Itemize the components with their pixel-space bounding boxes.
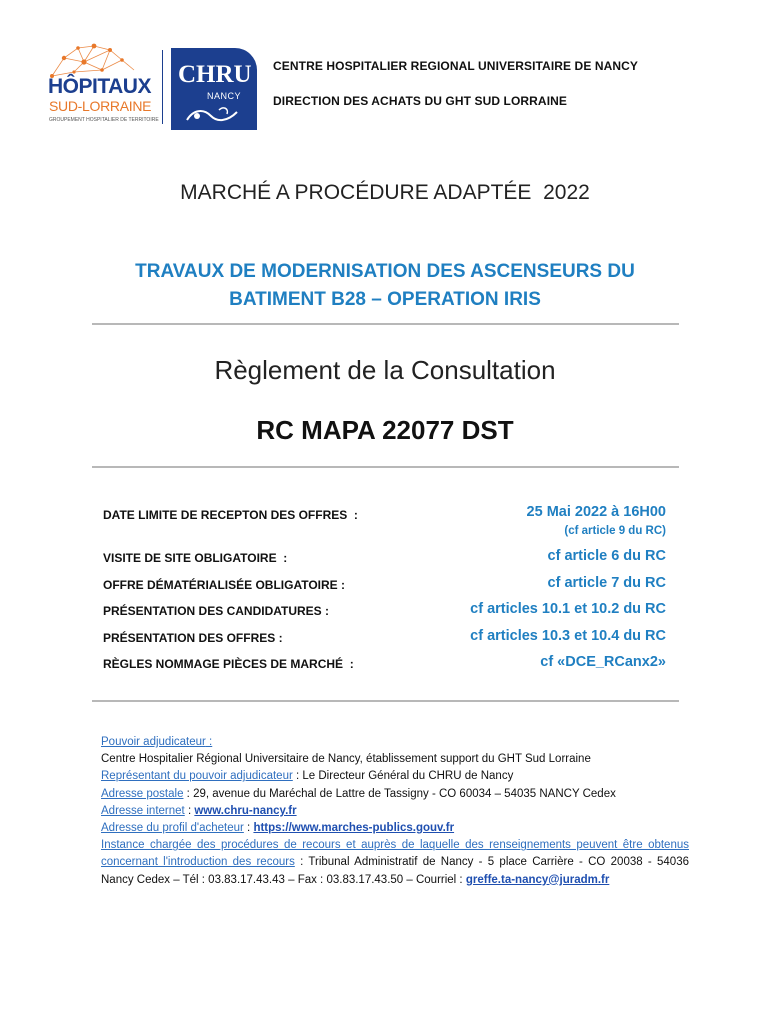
hopitaux-logo-line1: HÔPITAUX [48,75,151,98]
pouvoir-label: Pouvoir adjudicateur [101,736,206,748]
object-title-line1: TRAVAUX DE MODERNISATION DES ASCENSEURS DU [135,261,635,282]
divider-top [92,323,679,325]
thistle-emblem-icon [183,104,243,126]
network-graphic-icon [44,40,156,80]
profil-link[interactable]: https://www.marches-publics.gouv.fr [253,822,455,835]
info-value-site-visit: cf article 6 du RC [547,548,666,564]
info-label-dematerialized: OFFRE DÉMATÉRIALISÉE OBLIGATOIRE : [103,578,346,592]
divider-middle [92,466,679,468]
footer-pouvoir: Pouvoir adjudicateur : [101,736,213,748]
logo-divider [162,50,163,124]
footer-profil: Adresse du profil d'acheteur : https://www.marches-publics.gouv.fr [101,822,455,835]
info-value-dematerialized: cf article 7 du RC [547,575,666,591]
hopitaux-sud-lorraine-logo [44,40,159,132]
info-value-deadline-note: (cf article 9 du RC) [564,525,666,537]
profil-label: Adresse du profil d'acheteur [101,822,244,835]
info-value-deadline: 25 Mai 2022 à 16H00 [526,504,666,520]
footer-internet: Adresse internet : www.chru-nancy.fr [101,804,297,817]
footer-instance: Instance chargée des procédures de recours et auprès de laquelle des renseignements peuvent être obtenus concernant l'introduction des recours : Tribunal Administratif de Nancy - 5 place Carrière - CO 20038 - 54036 Nancy Cedex – Tél : 03.83.17.43.43 – Fax : 03.83.17.43.50 – Courriel : greffe.ta-nancy@juradm.fr [101,839,689,886]
hopitaux-logo-line2: SUD-LORRAINE [49,98,152,114]
internet-label: Adresse internet [101,804,185,817]
info-value-naming-rules: cf «DCE_RCanx2» [540,654,666,670]
chru-nancy-logo [171,48,257,130]
info-label-offres: PRÉSENTATION DES OFFRES : [103,631,283,645]
divider-bottom [92,700,679,702]
representant-label: Représentant du pouvoir adjudicateur [101,770,293,783]
hopitaux-logo-tagline: GROUPEMENT HOSPITALIER DE TERRITOIRE [49,117,159,123]
info-label-site-visit: VISITE DE SITE OBLIGATOIRE : [103,551,288,565]
pouvoir-text: Centre Hospitalier Régional Universitaire de Nancy, établissement support du GHT Sud Lorraine [101,753,591,766]
footer-adresse: Adresse postale : 29, avenue du Maréchal de Lattre de Tassigny - CO 60034 – 54035 NANCY Cedex [101,787,616,800]
chru-logo-city: NANCY [207,91,242,101]
adresse-text: 29, avenue du Maréchal de Lattre de Tassigny - CO 60034 – 54035 NANCY Cedex [193,787,616,800]
header-direction: DIRECTION DES ACHATS DU GHT SUD LORRAINE [273,94,568,108]
info-label-naming-rules: RÈGLES NOMMAGE PIÈCES DE MARCHÉ : [103,657,354,671]
info-value-offres: cf articles 10.3 et 10.4 du RC [470,628,666,644]
info-label-candidatures: PRÉSENTATION DES CANDIDATURES : [103,604,330,618]
footer-representant: Représentant du pouvoir adjudicateur : Le Directeur Général du CHRU de Nancy [101,770,514,783]
representant-text: Le Directeur Général du CHRU de Nancy [302,770,514,783]
internet-link[interactable]: www.chru-nancy.fr [194,804,297,817]
header-institution: CENTRE HOSPITALIER REGIONAL UNIVERSITAIRE DE NANCY [273,59,639,73]
object-title-line2: BATIMENT B28 – OPERATION IRIS [229,289,541,310]
info-value-candidatures: cf articles 10.1 et 10.2 du RC [470,601,666,617]
info-label-deadline: DATE LIMITE DE RECEPTON DES OFFRES : [103,508,358,522]
procedure-title: MARCHÉ A PROCÉDURE ADAPTÉE 2022 [180,181,590,204]
instance-email-link[interactable]: greffe.ta-nancy@juradm.fr [465,873,610,886]
instance-text: Tribunal Administratif de Nancy - 5 place Carrière - CO 20038 - 54036 Nancy Cedex – Tél : 03.83.17.43.43 – Fax : 03.83.17.43.50 – Courriel : [101,856,689,886]
footer-contacts [101,734,689,889]
instance-label: Instance chargée des procédures de recours et auprès de laquelle des renseignements peuvent être obtenus concernant l'introduction des recours [101,839,689,869]
chru-logo-name: CHRU [178,61,252,88]
document-reference: RC MAPA 22077 DST [256,415,514,445]
document-title: Règlement de la Consultation [214,355,556,385]
adresse-label: Adresse postale [101,787,184,800]
